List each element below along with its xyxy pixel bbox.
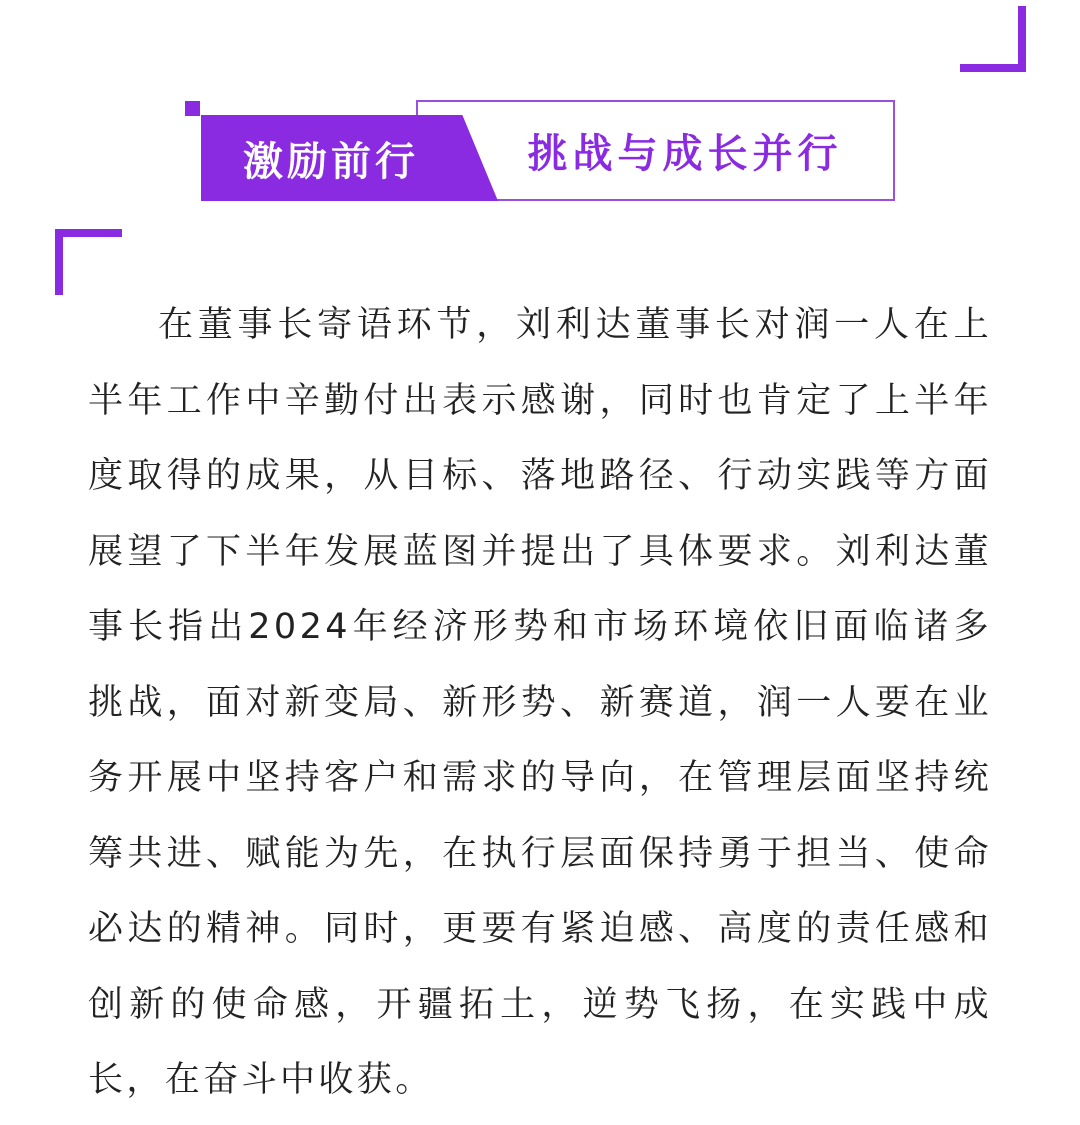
- body-paragraph: 在董事长寄语环节，刘利达董事长对润一人在上半年工作中辛勤付出表示感谢，同时也肯定了上半年度取得的成果，从目标、落地路径、行动实践等方面展望了下半年发展蓝图并提出了具体要求。刘利达董事长指出2024年经济形势和市场环境依旧面临诸多挑战，面对新变局、新形势、新赛道，润一人要在业务开展中坚持客户和需求的导向，在管理层面坚持统筹共进、赋能为先，在执行层面保持勇于担当、使命必达的精神。同时，更要有紧迫感、高度的责任感和创新的使命感，开疆拓土，逆势飞扬，在实践中成长，在奋斗中收获。: [88, 305, 992, 1100]
- corner-bracket-top-left: [55, 229, 122, 295]
- heading-right-label: 挑战与成长并行: [527, 130, 843, 177]
- section-heading-banner: [0, 0, 1080, 210]
- heading-left-label: 激励前行: [243, 138, 419, 185]
- banner-accent-square: [185, 101, 200, 116]
